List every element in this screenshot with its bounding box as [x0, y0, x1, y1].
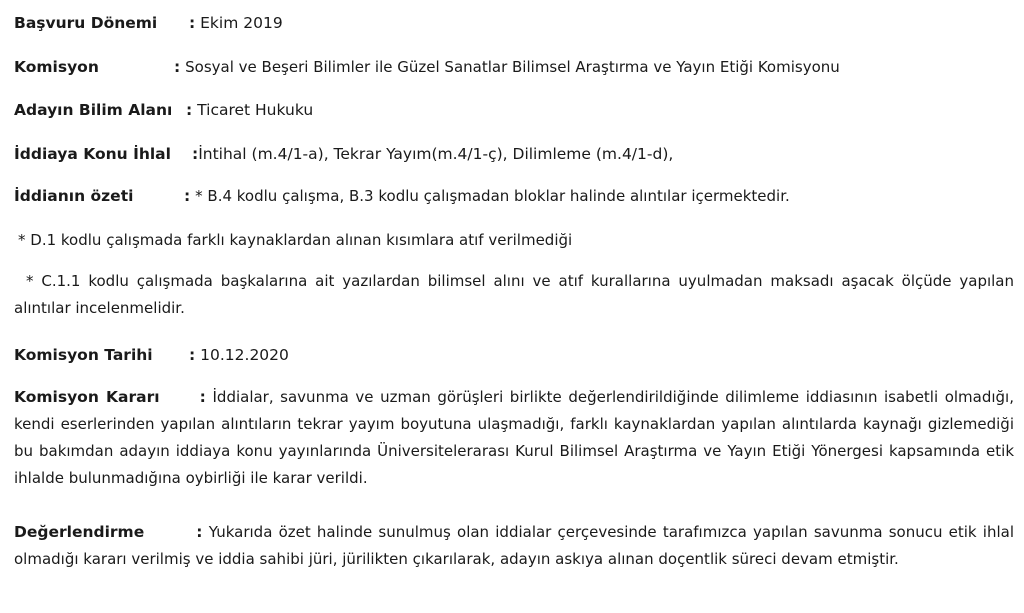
iddia-ozeti-bullet-2-row — [18, 229, 572, 251]
iddia-ozeti-row: İddianın özeti : * B.4 kodlu çalışma, B.3 kodlu çalışmadan bloklar halinde alıntılar içermektedir. — [14, 187, 790, 205]
komisyon-value: Sosyal ve Beşeri Bilimler ile Güzel Sanatlar Bilimsel Araştırma ve Yayın Etiği Komisyonu — [185, 58, 840, 76]
komisyon-tarihi-row: Komisyon Tarihi : 10.12.2020 — [14, 346, 289, 364]
iddiaya-konu-label: İddiaya Konu İhlal — [14, 145, 171, 163]
iddia-ozeti-bullet-1: * B.4 kodlu çalışma, B.3 kodlu çalışmadan bloklar halinde alıntılar içermektedir. — [195, 187, 790, 205]
komisyon-tarihi-value: 10.12.2020 — [200, 346, 289, 364]
iddiaya-konu-row: İddiaya Konu İhlal :İntihal (m.4/1-a), Tekrar Yayım(m.4/1-ç), Dilimleme (m.4/1-d), — [14, 145, 674, 163]
komisyon-row: Komisyon : Sosyal ve Beşeri Bilimler ile Güzel Sanatlar Bilimsel Araştırma ve Yayın Etiği Komisyonu — [14, 58, 840, 76]
degerlendirme-label: Değerlendirme — [14, 523, 145, 541]
komisyon-karari-label: Komisyon Kararı — [14, 388, 160, 406]
basvuru-row: Başvuru Dönemi : Ekim 2019 — [14, 14, 283, 32]
komisyon-karari-paragraph: Komisyon Kararı : İddialar, savunma ve uzman görüşleri birlikte değerlendirildiğinde dilimleme iddiasının isabetli olmadığı, kendi eserlerinden yapılan alıntıların tekrar yayım boyutuna ulaşmadığı, farklı kaynaklardan yapılan alıntılarda kaynağı gizlemediği bu bakımdan adayın iddiaya konu yayınlarında Üniversitelerarası Kurul Bilimsel Araştırma ve Yayın Etiği Yönergesi kapsamında etik ihlalde bulunmadığına oybirliği ile karar verildi. — [14, 388, 1014, 487]
iddia-ozeti-bullet-2: * D.1 kodlu çalışmada farklı kaynaklardan alınan kısımlara atıf verilmediği — [18, 231, 573, 249]
iddiaya-konu-value: İntihal (m.4/1-a), Tekrar Yayım(m.4/1-ç), Dilimleme (m.4/1-d), — [198, 145, 674, 163]
basvuru-value: Ekim 2019 — [200, 14, 283, 32]
bilim-alani-row: Adayın Bilim Alanı : Ticaret Hukuku — [14, 101, 314, 119]
degerlendirme-value: Yukarıda özet halinde sunulmuş olan iddialar çerçevesinde tarafımızca yapılan savunma sonucu etik ihlal olmadığı kararı verilmiş ve iddia sahibi jüri, jürilikten çıkarılarak, adayın askıya alınan doçentlik süreci devam etmiştir. — [14, 523, 1014, 568]
komisyon-label: Komisyon — [14, 58, 99, 76]
basvuru-label: Başvuru Dönemi — [14, 14, 158, 32]
komisyon-karari-value: İddialar, savunma ve uzman görüşleri birlikte değerlendirildiğinde dilimleme iddiasının isabetli olmadığı, kendi eserlerinden yapılan alıntıların tekrar yayım boyutuna ulaşmadığı, farklı kaynaklardan yapılan alıntılarda kaynağı gizlemediği bu bakımdan adayın iddiaya konu yayınlarında Üniversitelerarası Kurul Bilimsel Araştırma ve Yayın Etiği Yönergesi kapsamında etik ihlalde bulunmadığına oybirliği ile karar verildi. — [14, 388, 1014, 487]
iddia-ozeti-label: İddianın özeti — [14, 187, 134, 205]
komisyon-tarihi-label: Komisyon Tarihi — [14, 346, 153, 364]
bilim-alani-label: Adayın Bilim Alanı — [14, 101, 173, 119]
degerlendirme-paragraph: Değerlendirme : Yukarıda özet halinde sunulmuş olan iddialar çerçevesinde tarafımızca yapılan savunma sonucu etik ihlal olmadığı kararı verilmiş ve iddia sahibi jüri, jürilikten çıkarılarak, adayın askıya alınan doçentlik süreci devam etmiştir. — [14, 523, 1014, 568]
bilim-alani-value: Ticaret Hukuku — [197, 101, 314, 119]
iddia-ozeti-bullet-3: * C.1.1 kodlu çalışmada başkalarına ait yazılardan bilimsel alını ve atıf kurallarına uyulmadan maksadı aşacak ölçüde yapılan alıntılar incelenmelidir. — [14, 272, 1014, 317]
